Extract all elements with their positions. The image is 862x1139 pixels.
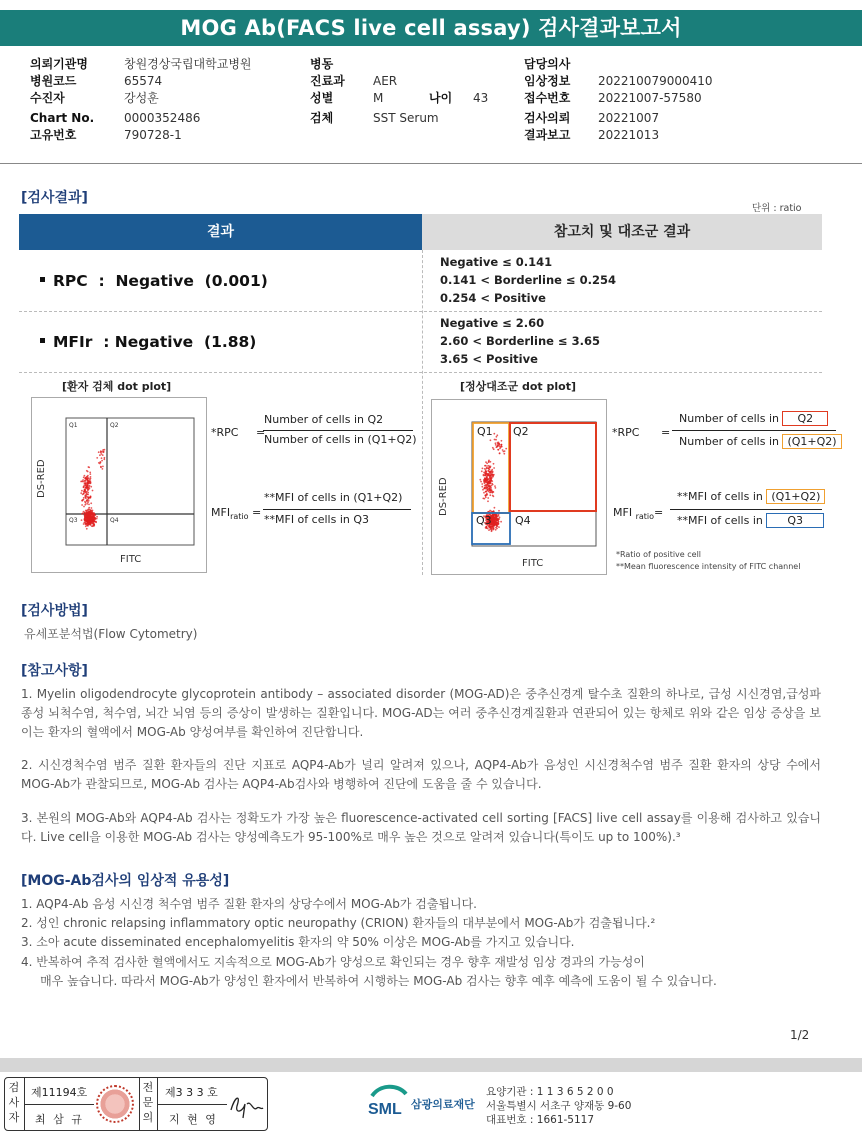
mfi-denominator: **MFI of cells in Q3 (264, 513, 369, 526)
equals: = (661, 426, 671, 439)
ctrl-rpc-den-prefix: Number of cells in (679, 435, 779, 448)
mfi-numerator: **MFI of cells in (Q1+Q2) (264, 491, 403, 504)
rpc-reference (440, 253, 616, 307)
rpc-numerator: Number of cells in Q2 (264, 413, 384, 426)
footer-bar (0, 1058, 862, 1072)
note-1: 1. Myelin oligodendrocyte glycoprotein antibody – associated disorder (MOG-AD)은 중추신경계 탈수초 질환의 하나로, 급성 시신경염,급성파종성 뇌척수염, 척수염, 뇌간 뇌염 등의 증상이 발생하는 질환입니다. MOG-AD는 여러 중추신경계질환과 연관되어 있는 항체로 위와 같은 임상 증상을 보이는 환자의 혈액에서 MOG-Ab 양성여부를 확인하여 진단합니다. (21, 687, 821, 739)
utility-item-1: 1. AQP4-Ab 음성 시신경 척수염 범주 질환 환자의 상당수에서 MOG-Ab가 검출됩니다. (21, 897, 477, 911)
info-value: 20221007 (598, 111, 660, 125)
tester-name: 최 삼 규 (35, 1113, 84, 1126)
info-value: SST Serum (373, 111, 439, 125)
q4-label: Q4 (515, 514, 531, 527)
footnote-mfi: **Mean fluorescence intensity of FITC channel (616, 562, 801, 571)
x-axis-label: FITC (120, 554, 142, 565)
info-key: 고유번호 (30, 128, 77, 142)
q1-label: Q1 (69, 422, 78, 429)
ref-line: 2.60 < Borderline ≤ 3.65 (440, 334, 600, 348)
info-value: 20221007-57580 (598, 91, 702, 105)
table-header-reference: 참고치 및 대조군 결과 (422, 214, 822, 250)
unit-label: 단위 : ratio (752, 203, 802, 214)
ctrl-rpc-label: *RPC (612, 426, 640, 439)
mfir-result (40, 333, 256, 351)
ctrl-mfi-numerator (677, 489, 825, 504)
fraction-line (672, 430, 836, 431)
org-logo (366, 1082, 410, 1124)
page-number: 1/2 (790, 1028, 810, 1042)
utility-item-2: 2. 성인 chronic relapsing inflammatory optic neuropathy (CRION) 환자들의 대부분에서 MOG-Ab가 검출됩니다.² (21, 916, 656, 930)
signature (227, 1090, 265, 1120)
fraction-line (670, 509, 822, 510)
ref-line: 0.254 < Positive (440, 291, 546, 305)
note-3: 3. 본원의 MOG-Ab와 AQP4-Ab 검사는 정확도가 가장 높은 fluorescence-activated cell sorting [FACS] live cell assay를 이용해 검사하고 있습니다. Live cell을 이용한 MOG-Ab 검사는 양성예측도가 95-100%로 매우 높은 것으로 알려져 있습니다(특이도 up to 100%).³ (21, 811, 821, 844)
info-key: Chart No. (30, 111, 95, 125)
divider (0, 163, 862, 164)
patient-info-col2 (310, 56, 488, 127)
info-key: 수진자 (30, 91, 65, 105)
section-method-title: [검사방법] (21, 603, 88, 619)
mfi-label: MFI (211, 506, 231, 519)
seal-stamp (96, 1085, 134, 1123)
control-dot-plot-svg (432, 400, 606, 574)
ctrl-rpc-numerator (679, 411, 828, 426)
equals: = (256, 426, 266, 439)
note-2: 2. 시신경척수염 범주 질환 환자들의 진단 지표로 AQP4-Ab가 널리 알려져 있으나, AQP4-Ab가 음성인 시신경척수염 범주 질환 환자의 상당 수에서 MOG-Ab가 관찰되므로, MOG-Ab 검사는 AQP4-Ab검사와 병행하여 진단에 도움을 줄 수 있습니다. (21, 758, 821, 791)
patient-info-col3 (524, 56, 713, 144)
age-value: 43 (473, 91, 489, 105)
section-notes-title: [참고사항] (21, 663, 88, 679)
tester-license-no: 제11194호 (31, 1086, 88, 1099)
fraction-line (263, 430, 413, 431)
mfi-sub: ratio (230, 512, 249, 522)
mfir-reference (440, 314, 600, 368)
signature-box (4, 1077, 268, 1131)
mfi-sub: ratio (635, 512, 655, 522)
info-key: 결과보고 (524, 128, 571, 142)
info-value: 20221013 (598, 128, 660, 142)
ctrl-rpc-denominator (679, 434, 842, 449)
org-phone: 대표번호 : 1661-5117 (486, 1114, 595, 1126)
org-name: 삼광의료재단 (411, 1098, 475, 1111)
q2-label: Q2 (513, 425, 529, 438)
ctrl-mfi-denominator (677, 513, 824, 528)
section-utility-title: [MOG-Ab검사의 임상적 유용성] (21, 873, 230, 889)
logo-text: SML (368, 1101, 402, 1118)
ctrl-mfi-num-prefix: **MFI of cells in (677, 490, 763, 503)
row-divider (19, 311, 822, 312)
logo-icon (366, 1082, 410, 1120)
info-key: 의뢰기관명 (30, 57, 88, 71)
q1-label: Q1 (477, 425, 493, 438)
q3-label: Q3 (476, 514, 492, 527)
q3-box: Q3 (766, 513, 824, 528)
ctrl-mfi-den-prefix: **MFI of cells in (677, 514, 763, 527)
x-axis-label: FITC (522, 558, 544, 569)
rpc-denominator: Number of cells in (Q1+Q2) (264, 433, 417, 446)
info-key: 검체 (310, 111, 334, 125)
org-contact (486, 1085, 631, 1127)
footnote-rpc: *Ratio of positive cell (616, 550, 702, 559)
specialist-name: 지 현 영 (169, 1113, 218, 1126)
y-axis-label: DS-RED (36, 459, 47, 498)
control-plot-caption: [정상대조군 dot plot] (460, 380, 576, 393)
utility-item-4: 4. 반복하여 추적 검사한 혈액에서도 지속적으로 MOG-Ab가 양성으로 확인되는 경우 향후 재발성 임상 경과의 가능성이 (21, 955, 645, 969)
info-value: AER (373, 74, 398, 88)
y-axis-label: DS-RED (438, 477, 449, 516)
info-key: 진료과 (310, 74, 345, 88)
info-value: 790728-1 (124, 128, 182, 142)
row-divider (19, 372, 822, 373)
utility-item-4-cont: 매우 높습니다. 따라서 MOG-Ab가 양성인 환자에서 반복하여 시행하는 MOG-Ab 검사는 향후 예후 예측에 도움이 될 수 있습니다. (21, 974, 717, 988)
table-header-result: 결과 (19, 214, 422, 250)
q1q2-box: (Q1+Q2) (782, 434, 841, 449)
mfir-result-text: MFIr : Negative (1.88) (53, 333, 257, 351)
info-key: 검사의뢰 (524, 111, 571, 125)
info-key: 임상정보 (524, 74, 571, 88)
fraction-line (263, 509, 411, 510)
bullet (40, 277, 45, 282)
age-key: 나이 (429, 91, 453, 105)
method-text: 유세포분석법(Flow Cytometry) (24, 627, 198, 641)
column-divider (422, 250, 423, 575)
q2-label: Q2 (110, 422, 119, 429)
specialist-label: 전문의 (142, 1081, 154, 1124)
org-address: 서울특별시 서초구 양재동 9-60 (486, 1100, 632, 1112)
tester-label: 검사자 (8, 1081, 20, 1124)
bullet (40, 338, 45, 343)
q3-label: Q3 (69, 517, 78, 524)
rpc-result-text: RPC : Negative (0.001) (53, 272, 268, 290)
ctrl-mfi-label: MFI $_{ratio}$= (613, 506, 664, 522)
patient-plot-caption: [환자 검체 dot plot] (62, 380, 172, 393)
utility-item-3: 3. 소아 acute disseminated encephalomyelitis 환자의 약 50% 이상은 MOG-Ab를 가지고 있습니다. (21, 935, 575, 949)
divider (139, 1078, 140, 1130)
info-value: M (373, 91, 384, 105)
ref-line: Negative ≤ 2.60 (440, 316, 545, 330)
rpc-result (40, 272, 268, 290)
report-title: MOG Ab(FACS live cell assay) 검사결과보고서 (0, 10, 862, 46)
rpc-formula-label: *RPC (211, 426, 239, 439)
control-dot-plot (431, 399, 607, 575)
info-key: 담당의사 (524, 57, 571, 71)
info-key: 성별 (310, 91, 334, 105)
info-value: 0000352486 (124, 111, 201, 125)
patient-dot-plot-svg (32, 398, 206, 572)
q2-box: Q2 (782, 411, 828, 426)
q1q2-box: (Q1+Q2) (766, 489, 825, 504)
info-key: 병원코드 (30, 74, 77, 88)
info-value: 강성훈 (124, 91, 159, 105)
mfi-label: MFI (613, 506, 633, 519)
patient-dot-plot (31, 397, 207, 573)
info-value: 창원경상국립대학교병원 (124, 57, 252, 71)
info-key: 접수번호 (524, 91, 571, 105)
ctrl-rpc-num-prefix: Number of cells in (679, 412, 779, 425)
info-value: 65574 (124, 74, 163, 88)
q4-label: Q4 (110, 517, 119, 524)
ref-line: Negative ≤ 0.141 (440, 255, 553, 269)
org-code: 요양기관 : 1 1 3 6 5 2 0 0 (486, 1086, 614, 1098)
specialist-license-no: 제3 3 3 호 (165, 1086, 218, 1099)
patient-info-col1 (30, 56, 252, 144)
divider (24, 1104, 94, 1105)
ref-line: 0.141 < Borderline ≤ 0.254 (440, 273, 616, 287)
mfi-formula-label: $MFI_{ratio}$ = (211, 506, 262, 522)
ref-line: 3.65 < Positive (440, 352, 538, 366)
info-key: 병동 (310, 57, 334, 71)
info-value: 202210079000410 (598, 74, 713, 88)
section-results-title: [검사결과] (21, 190, 88, 206)
divider (157, 1104, 227, 1105)
